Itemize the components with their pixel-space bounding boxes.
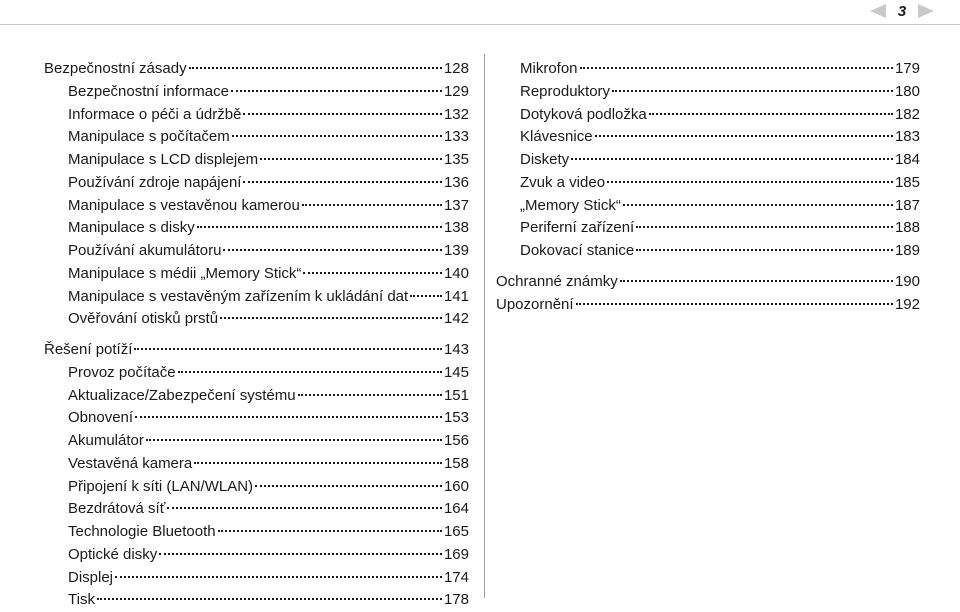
toc-dot-leader [223, 249, 442, 251]
toc-entry[interactable] [44, 567, 469, 590]
toc-entry-page[interactable]: 184 [894, 151, 920, 168]
toc-entry-page[interactable]: 129 [443, 82, 469, 100]
toc-dot-leader [218, 530, 442, 532]
toc-entry-title[interactable]: Dotyková podložka [520, 105, 647, 123]
toc-entry[interactable] [44, 362, 469, 385]
toc-entry-title[interactable]: Klávesnice [520, 128, 593, 146]
toc-entry-page[interactable]: 180 [894, 82, 920, 100]
toc-entry-page[interactable]: 192 [894, 295, 920, 313]
toc-entry[interactable] [496, 172, 920, 195]
toc-entry-title[interactable]: Manipulace s LCD displejem [68, 151, 259, 168]
toc-dot-leader [636, 226, 893, 228]
toc-entry-title[interactable]: Zvuk a video [520, 173, 606, 191]
column-divider [484, 54, 485, 598]
toc-entry[interactable] [496, 149, 920, 172]
toc-entry-title[interactable]: Displej [68, 568, 114, 586]
toc-entry-title[interactable]: „Memory Stick“ [520, 196, 621, 214]
toc-dot-leader [302, 204, 442, 206]
toc-entry-title[interactable]: Reproduktory [520, 82, 611, 100]
toc-dot-leader [410, 295, 442, 297]
toc-entry[interactable] [496, 217, 920, 240]
toc-entry-page[interactable]: 138 [443, 219, 469, 237]
toc-entry-page[interactable]: 158 [443, 454, 469, 472]
toc-entry[interactable] [496, 294, 920, 317]
toc-entry[interactable] [44, 172, 469, 195]
toc-entry-page[interactable]: 185 [894, 173, 920, 191]
toc-dot-leader [607, 181, 893, 183]
toc-entry-title[interactable]: Ověřování otisků prstů [68, 310, 219, 328]
toc-entry[interactable] [44, 544, 469, 567]
toc-entry[interactable] [44, 430, 469, 453]
toc-dot-leader [115, 576, 442, 578]
toc-dot-leader [576, 303, 893, 305]
toc-entry-title[interactable]: Manipulace s vestavěným zařízením k ukládání dat [68, 287, 409, 305]
toc-entry-page[interactable]: 174 [443, 568, 469, 586]
toc-dot-leader [135, 416, 442, 418]
toc-entry-title[interactable]: Informace o péči a údržbě [68, 105, 242, 123]
toc-dot-leader [97, 598, 442, 600]
toc-entry[interactable] [44, 126, 469, 149]
toc-entry-title[interactable]: Tisk [68, 591, 95, 609]
toc-entry-title[interactable]: Akumulátor [68, 432, 144, 449]
toc-entry[interactable] [496, 81, 920, 104]
toc-dot-leader [243, 181, 442, 183]
toc-dot-leader [636, 249, 893, 251]
toc-entry-title[interactable]: Optické disky [68, 545, 158, 563]
toc-entry[interactable] [44, 521, 469, 544]
toc-dot-leader [649, 113, 893, 115]
toc-entry-page[interactable]: 142 [443, 310, 469, 328]
toc-entry[interactable] [44, 286, 469, 309]
toc-entry-page[interactable]: 178 [443, 591, 469, 609]
toc-entry-page[interactable]: 141 [443, 287, 469, 305]
toc-entry-page[interactable]: 132 [443, 105, 469, 123]
toc-dot-leader [255, 485, 442, 487]
toc-entry-page[interactable]: 143 [443, 341, 469, 358]
toc-entry-title[interactable]: Bezpečnostní zásady [44, 60, 187, 77]
toc-dot-leader [303, 272, 442, 274]
toc-entry[interactable] [44, 498, 469, 521]
toc-entry[interactable] [44, 195, 469, 218]
toc-entry-title[interactable]: Vestavěná kamera [68, 454, 193, 472]
toc-entry-page[interactable]: 188 [894, 219, 920, 237]
toc-entry[interactable] [44, 81, 469, 104]
toc-entry-page[interactable]: 139 [443, 242, 469, 259]
toc-entry-title[interactable]: Technologie Bluetooth [68, 523, 216, 540]
toc-dot-leader [159, 553, 442, 555]
toc-dot-leader [580, 67, 893, 69]
toc-entry-title[interactable]: Diskety [520, 151, 570, 168]
toc-dot-leader [189, 67, 442, 69]
toc-entry-page[interactable]: 135 [443, 151, 469, 168]
toc-entry[interactable] [496, 58, 920, 81]
toc-dot-leader [197, 226, 442, 228]
toc-entry-page[interactable]: 151 [443, 386, 469, 404]
toc-entry-title[interactable]: Aktualizace/Zabezpečení systému [68, 386, 296, 404]
toc-entry[interactable] [44, 104, 469, 127]
toc-entry-page[interactable]: 153 [443, 409, 469, 427]
toc-entry-title[interactable]: Manipulace s disky [68, 219, 195, 237]
toc-entry[interactable] [496, 126, 920, 149]
toc-entry-page[interactable]: 160 [443, 477, 469, 495]
toc-entry[interactable] [496, 240, 920, 263]
toc-entry[interactable] [496, 104, 920, 127]
toc-dot-leader [620, 280, 893, 282]
toc-entry-page[interactable]: 190 [894, 272, 920, 290]
toc-dot-leader [194, 462, 442, 464]
toc-entry-title[interactable]: Řešení potíží [44, 341, 133, 358]
toc-entry-title[interactable]: Bezpečnostní informace [68, 82, 229, 100]
toc-entry[interactable] [44, 58, 469, 81]
toc-entry-page[interactable]: 189 [894, 242, 920, 259]
page-number: 3 [897, 2, 907, 20]
toc-dot-leader [298, 394, 442, 396]
toc-entry-title[interactable]: Bezdrátová síť [68, 500, 166, 518]
toc-entry-page[interactable]: 169 [443, 545, 469, 563]
toc-entry-title[interactable]: Manipulace s počítačem [68, 128, 230, 146]
toc-entry[interactable] [44, 149, 469, 172]
toc-entry[interactable] [44, 308, 469, 331]
toc-entry-page[interactable]: 137 [443, 196, 469, 214]
toc-dot-leader [595, 135, 893, 137]
toc-dot-leader [231, 90, 442, 92]
toc-entry-title[interactable]: Mikrofon [520, 60, 578, 77]
toc-entry-page[interactable]: 156 [443, 432, 469, 449]
toc-entry[interactable] [496, 271, 920, 294]
toc-entry[interactable] [44, 453, 469, 476]
toc-entry[interactable] [44, 407, 469, 430]
toc-entry-title[interactable]: Provoz počítače [68, 363, 176, 381]
toc-entry-title[interactable]: Upozornění [496, 295, 574, 313]
toc-dot-leader [612, 90, 893, 92]
toc-entry[interactable] [44, 217, 469, 240]
toc-entry-title[interactable]: Periferní zařízení [520, 219, 635, 237]
toc-entry-title[interactable]: Připojení k síti (LAN/WLAN) [68, 477, 254, 495]
toc-dot-leader [260, 158, 442, 160]
toc-entry[interactable] [44, 476, 469, 499]
toc-entry-title[interactable]: Obnovení [68, 409, 134, 427]
toc-dot-leader [146, 439, 442, 441]
toc-entry-page[interactable]: 145 [443, 363, 469, 381]
toc-entry-page[interactable]: 165 [443, 523, 469, 540]
toc-entry[interactable] [44, 589, 469, 612]
toc-dot-leader [243, 113, 442, 115]
toc-entry[interactable] [44, 263, 469, 286]
toc-entry-page[interactable]: 164 [443, 500, 469, 518]
toc-entry-title[interactable]: Manipulace s médii „Memory Stick“ [68, 264, 302, 282]
toc-dot-leader [167, 507, 442, 509]
toc-entry-page[interactable]: 133 [443, 128, 469, 146]
toc-entry-title[interactable]: Manipulace s vestavěnou kamerou [68, 196, 300, 214]
toc-entry-page[interactable]: 183 [894, 128, 920, 146]
toc-dot-leader [232, 135, 442, 137]
toc-entry-title[interactable]: Používání zdroje napájení [68, 173, 242, 191]
toc-dot-leader [178, 371, 442, 373]
toc-dot-leader [623, 204, 893, 206]
toc-entry-page[interactable]: 140 [443, 264, 469, 282]
toc-dot-leader [220, 317, 442, 319]
page-navigation [844, 0, 960, 22]
header-rule [0, 24, 960, 25]
toc-entry[interactable] [496, 195, 920, 218]
toc-dot-leader [571, 158, 893, 160]
toc-entry-title[interactable]: Dokovací stanice [520, 242, 635, 259]
toc-entry[interactable] [44, 240, 469, 263]
toc-entry-page[interactable]: 136 [443, 173, 469, 191]
toc-entry-page[interactable]: 179 [894, 60, 920, 77]
toc-column-left [44, 58, 469, 612]
toc-entry-page[interactable]: 187 [894, 196, 920, 214]
toc-entry[interactable] [44, 385, 469, 408]
toc-entry-page[interactable]: 182 [894, 105, 920, 123]
toc-entry-title[interactable]: Ochranné známky [496, 272, 618, 290]
toc-column-right [496, 58, 920, 316]
toc-dot-leader [134, 348, 442, 350]
toc-entry-page[interactable]: 128 [443, 60, 469, 77]
toc-entry[interactable] [44, 339, 469, 362]
arrow-right-icon[interactable] [918, 4, 934, 18]
toc-entry-title[interactable]: Používání akumulátoru [68, 242, 222, 259]
arrow-left-icon[interactable] [870, 4, 886, 18]
